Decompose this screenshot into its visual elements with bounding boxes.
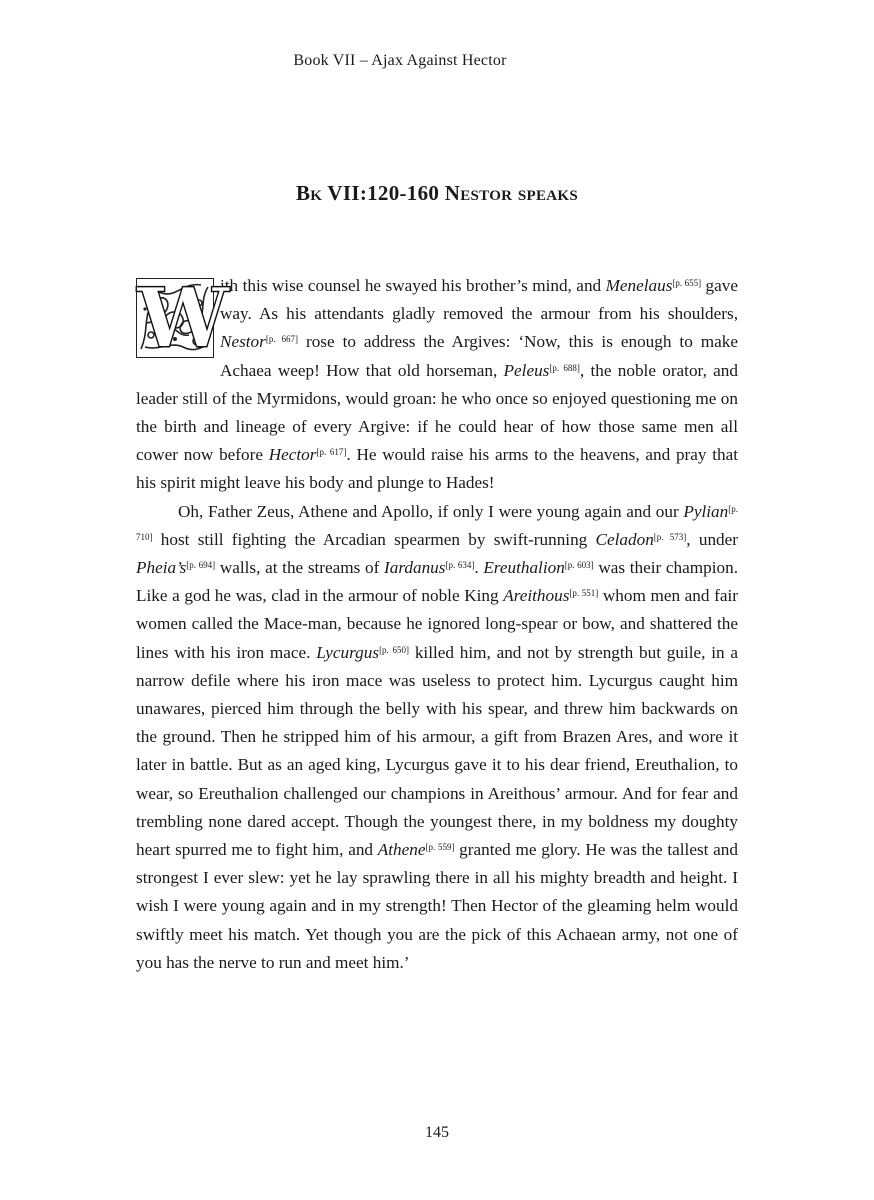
page-reference: [p. 667]: [265, 334, 299, 345]
name-pheia: Pheia’s: [136, 558, 187, 578]
text-run: host still fighting the Arcadian spearmen by swift-running: [152, 529, 596, 549]
text-run: walls, at the streams of: [215, 558, 385, 578]
text-run: rose to address the Argives: ‘Now, this is enough to make Achaea weep! How that old horseman,: [220, 332, 738, 380]
page-reference: [p. 688]: [549, 362, 580, 373]
text-run: Oh, Father Zeus, Athene and Apollo, if only I were young again and our: [178, 501, 684, 521]
body-text: [136, 272, 738, 977]
text-run: granted me glory. He was the tallest and strongest I ever slew: yet he lay sprawling there in all his mighty breadth and height. I wish I were young again and in my strength! Then Hector of the gleaming helm would swiftly meet his match. Yet though you are the pick of this Achaean army, not one of you has the nerve to run and meet him.’: [136, 840, 738, 972]
name-lycurgus: Lycurgus: [316, 642, 380, 662]
drop-cap-ornament: [136, 271, 230, 367]
page-reference: [p. 710]: [136, 503, 738, 542]
page-reference: [p. 603]: [564, 560, 594, 571]
name-peleus: Peleus: [503, 360, 550, 380]
text-run: whom men and fair women called the Mace-man, because he ignored long-spear or bow, and shattered the lines with his iron mace.: [136, 586, 738, 662]
running-head: Book VII – Ajax Against Hector: [293, 52, 507, 69]
name-ereuthalion: Ereuthalion: [483, 558, 565, 578]
text-run: was their champion. Like a god he was, clad in the armour of noble King: [136, 558, 738, 606]
name-athene: Athene: [377, 840, 426, 860]
page-reference: [p. 617]: [316, 447, 347, 458]
page-reference: [p. 655]: [672, 278, 702, 288]
text-run: , the noble orator, and leader still of the Myrmidons, would groan: he who once so enjoyed questioning me on the birth and lineage of every Argive: if he could hear of how those same men all cower now before: [136, 360, 738, 465]
section-title: Bk VII:120-160 Nestor speaks: [295, 181, 579, 205]
name-areithous: Areithous: [503, 586, 570, 606]
page-reference: [p. 650]: [379, 644, 410, 655]
name-hector: Hector: [268, 445, 317, 465]
text-run: gave way. As his attendants gladly removed the armour from his shoulders,: [220, 276, 738, 324]
page-reference: [p. 634]: [445, 560, 475, 571]
drop-cap-letter: W: [137, 271, 230, 367]
text-run: . He would raise his arms to the heavens, and pray that his spirit might leave his body and plunge to Hades!: [136, 445, 739, 493]
page-reference: [p. 559]: [425, 842, 455, 853]
name-celadon: Celadon: [595, 529, 654, 549]
text-run: ith this wise counsel he swayed his brother’s mind, and: [220, 276, 606, 295]
text-run: killed him, and not by strength but guile, in a narrow defile where his iron mace was useless to protect him. Lycurgus caught him unawares, pierced him through the belly with his spear, and threw him backwards on the ground. Then he stripped him of his armour, a gift from Brazen Ares, and wore it later in battle. But as an aged king, Lycurgus gave it to his dear friend, Ereuthalion, to wear, so Ereuthalion challenged our champions in Areithous’ armour. And for fear and trembling none dared accept. Though the youngest there, in my boldness my doughty heart spurred me to fight him, and: [136, 642, 738, 860]
paragraph-2: [136, 498, 738, 977]
page-number: 145: [425, 1124, 449, 1141]
page-reference: [p. 694]: [186, 560, 216, 571]
name-menelaus: Menelaus: [605, 276, 673, 295]
text-run: .: [474, 558, 484, 578]
paragraph-1: [136, 272, 738, 498]
name-nestor: Nestor: [220, 332, 266, 352]
page-reference: [p. 573]: [653, 531, 687, 542]
page-reference: [p. 551]: [569, 588, 599, 599]
name-iardanus: Iardanus: [384, 558, 446, 578]
name-pylian: Pylian: [683, 501, 729, 521]
text-run: , under: [686, 529, 738, 549]
